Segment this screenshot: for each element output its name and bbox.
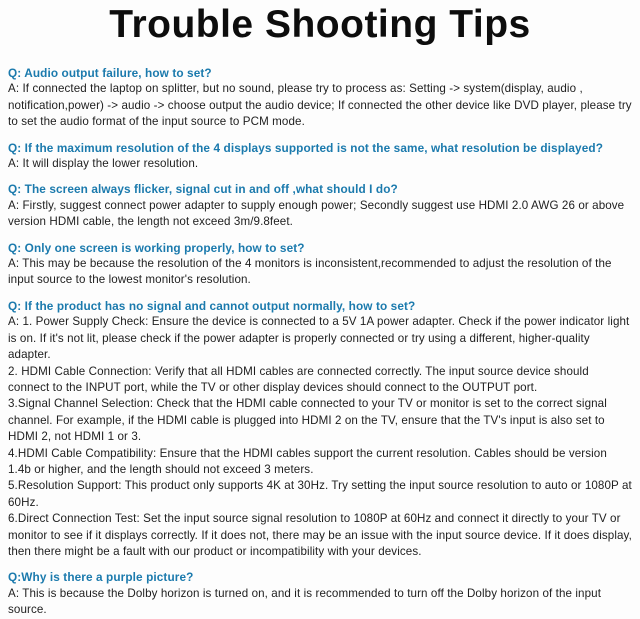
question-text: Q: If the maximum resolution of the 4 displays supported is not the same, what resolution be displayed? xyxy=(8,140,603,155)
answer-text: 2. HDMI Cable Connection: Verify that all HDMI cables are connected correctly. The input source device should connect to the INPUT port, while the TV or other display devices should connect to the OUTPUT port. xyxy=(8,364,589,394)
faq-section xyxy=(8,65,632,131)
answer-text: 5.Resolution Support: This product only supports 4K at 30Hz. Try setting the input source resolution to auto or 1080P at 60Hz. xyxy=(8,479,632,509)
answer-text: 6.Direct Connection Test: Set the input source signal resolution to 1080P at 60Hz and connect it directly to your TV or monitor to see if it displays correctly. If it does not, there may be an issue with the input source device. If it does display, then there might be a fault with our product or incompatibility with your devices. xyxy=(8,512,632,558)
page-title: Trouble Shooting Tips xyxy=(109,3,531,46)
faq-section xyxy=(8,140,632,173)
faq-section xyxy=(8,181,632,230)
faq-section xyxy=(8,569,632,618)
answer-text: 4.HDMI Cable Compatibility: Ensure that the HDMI cables support the current resolution. Cables should be version 1.4b or higher, and the length should not exceed 3 meters. xyxy=(8,446,607,476)
faq-list xyxy=(8,65,632,619)
answer-text: A: Firstly, suggest connect power adapter to supply enough power; Secondly suggest use HDMI 2.0 AWG 26 or above version HDMI cable, the length not exceed 3m/9.8feet. xyxy=(8,198,625,229)
question-text: Q: Only one screen is working properly, how to set? xyxy=(8,240,305,255)
faq-section xyxy=(8,240,632,289)
question-text: Q: If the product has no signal and cannot output normally, how to set? xyxy=(8,298,416,313)
answer-text: A: This is because the Dolby horizon is turned on, and it is recommended to turn off the Dolby horizon of the input source. xyxy=(8,586,602,617)
question-text: Q:Why is there a purple picture? xyxy=(8,570,194,585)
answer-text: A: This may be because the resolution of the 4 monitors is inconsistent,recommended to adjust the resolution of the input source to the lowest monitor's resolution. xyxy=(8,257,612,287)
answer-text: 3.Signal Channel Selection: Check that the HDMI cable connected to your TV or monitor is set to the correct signal channel. For example, if the HDMI cable is plugged into HDMI 2 on the TV, ensure that the TV's input is also set to HDMI 2, not HDMI 1 or 3. xyxy=(8,397,607,444)
answer-text: A: It will display the lower resolution. xyxy=(8,157,199,171)
question-text: Q: The screen always flicker, signal cut in and off ,what should I do? xyxy=(8,182,398,197)
answer-text: A: 1. Power Supply Check: Ensure the device is connected to a 5V 1A power adapter. Check if the power indicator light is on. If it's not lit, please check if the power adapter is properly connected or try using a different, higher-quality adapter. xyxy=(8,315,630,362)
answer-text: A: If connected the laptop on splitter, but no sound, please try to process as: Setting -> system(display, audio , notification,power) -> audio -> choose output the audio device; If connected the other device like DVD player, please try to set the audio format of the input source to PCM mode. xyxy=(8,82,632,129)
question-text: Q: Audio output failure, how to set? xyxy=(8,66,212,80)
faq-section xyxy=(8,298,632,561)
